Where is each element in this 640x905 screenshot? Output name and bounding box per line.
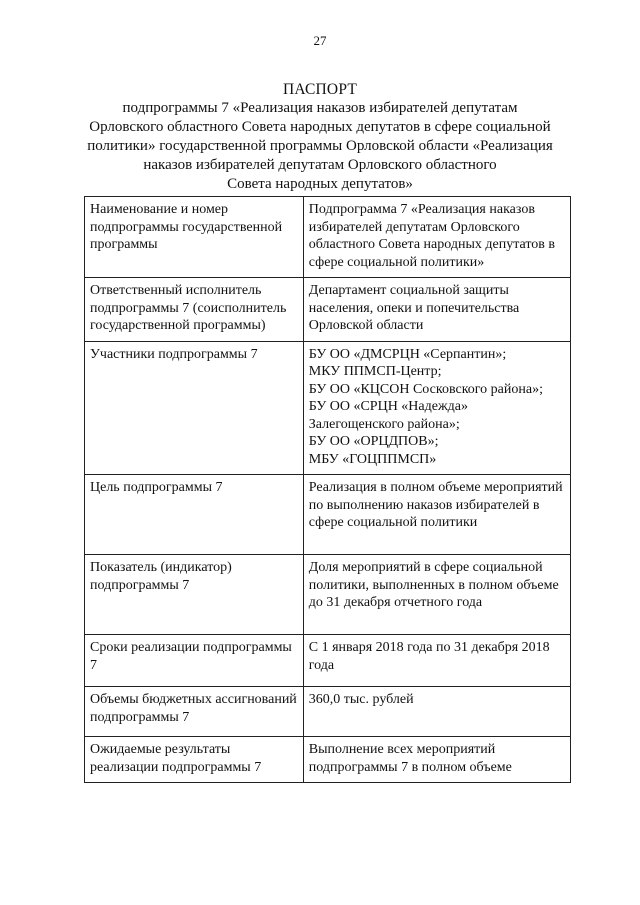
value-line: Подпрограмма 7 «Реализация наказов избирателей депутатам Орловского областного Совета народных депутатов в сфере социальной политики» — [308, 202, 556, 270]
value-line: БУ ОО «СРЦН «Надежда» Залегощенского района»; — [308, 399, 468, 432]
row-label: Участники подпрограммы 7 — [85, 341, 304, 475]
row-value — [303, 687, 570, 737]
value-line: С 1 января 2018 года по 31 декабря 2018 года — [308, 640, 550, 673]
row-value — [303, 197, 570, 278]
value-line: Выполнение всех мероприятий подпрограммы 7 в полном объеме — [308, 742, 512, 775]
value-line: Департамент социальной защиты населения, опеки и попечительства Орловской области — [308, 283, 520, 333]
row-label: Объемы бюджетных ассигнований подпрограммы 7 — [85, 687, 304, 737]
table-row — [85, 635, 571, 687]
subtitle-line: подпрограммы 7 «Реализация наказов избирателей депутатам — [122, 100, 518, 116]
row-label: Показатель (индикатор) подпрограммы 7 — [85, 555, 304, 635]
value-line: МКУ ППМСП-Центр; — [308, 364, 442, 379]
value-line: Доля мероприятий в сфере социальной политики, выполненных в полном объеме до 31 декабря отчетного года — [308, 560, 559, 610]
row-label: Цель подпрограммы 7 — [85, 475, 304, 555]
table-row — [85, 197, 571, 278]
passport-title: ПАСПОРТ — [282, 81, 358, 98]
row-value — [303, 737, 570, 783]
table-row — [85, 475, 571, 555]
table-row — [85, 555, 571, 635]
row-label: Ответственный исполнитель подпрограммы 7 (соисполнитель государственной программы) — [85, 278, 304, 342]
row-value — [303, 555, 570, 635]
subtitle-line: Орловского областного Совета народных депутатов в сфере социальной — [89, 119, 551, 135]
passport-heading — [80, 80, 560, 194]
value-line: Реализация в полном объеме мероприятий по выполнению наказов избирателей в сфере социальной политики — [308, 480, 563, 530]
row-value — [303, 278, 570, 342]
subtitle-line: политики» государственной программы Орловской области «Реализация — [87, 138, 553, 154]
value-line: МБУ «ГОЦППМСП» — [308, 451, 437, 467]
page-number: 27 — [313, 33, 327, 48]
table-row — [85, 341, 571, 475]
value-line: БУ ОО «ДМСРЦН «Серпантин»; — [308, 346, 507, 362]
row-label: Наименование и номер подпрограммы государственной программы — [85, 197, 304, 278]
subtitle-line: Совета народных депутатов» — [227, 176, 413, 192]
table-row — [85, 278, 571, 342]
value-line: БУ ОО «КЦСОН Сосковского района»; — [308, 381, 543, 397]
row-label: Сроки реализации подпрограммы 7 — [85, 635, 304, 687]
row-value — [303, 635, 570, 687]
value-line: БУ ОО «ОРЦДПОВ»; — [308, 434, 439, 449]
row-value — [303, 341, 570, 475]
passport-table — [84, 196, 571, 783]
row-value — [303, 475, 570, 555]
table-row — [85, 687, 571, 737]
table-row — [85, 737, 571, 783]
value-line: 360,0 тыс. рублей — [308, 692, 414, 707]
subtitle-line: наказов избирателей депутатам Орловского областного — [143, 157, 497, 173]
row-label: Ожидаемые результаты реализации подпрограммы 7 — [85, 737, 304, 783]
